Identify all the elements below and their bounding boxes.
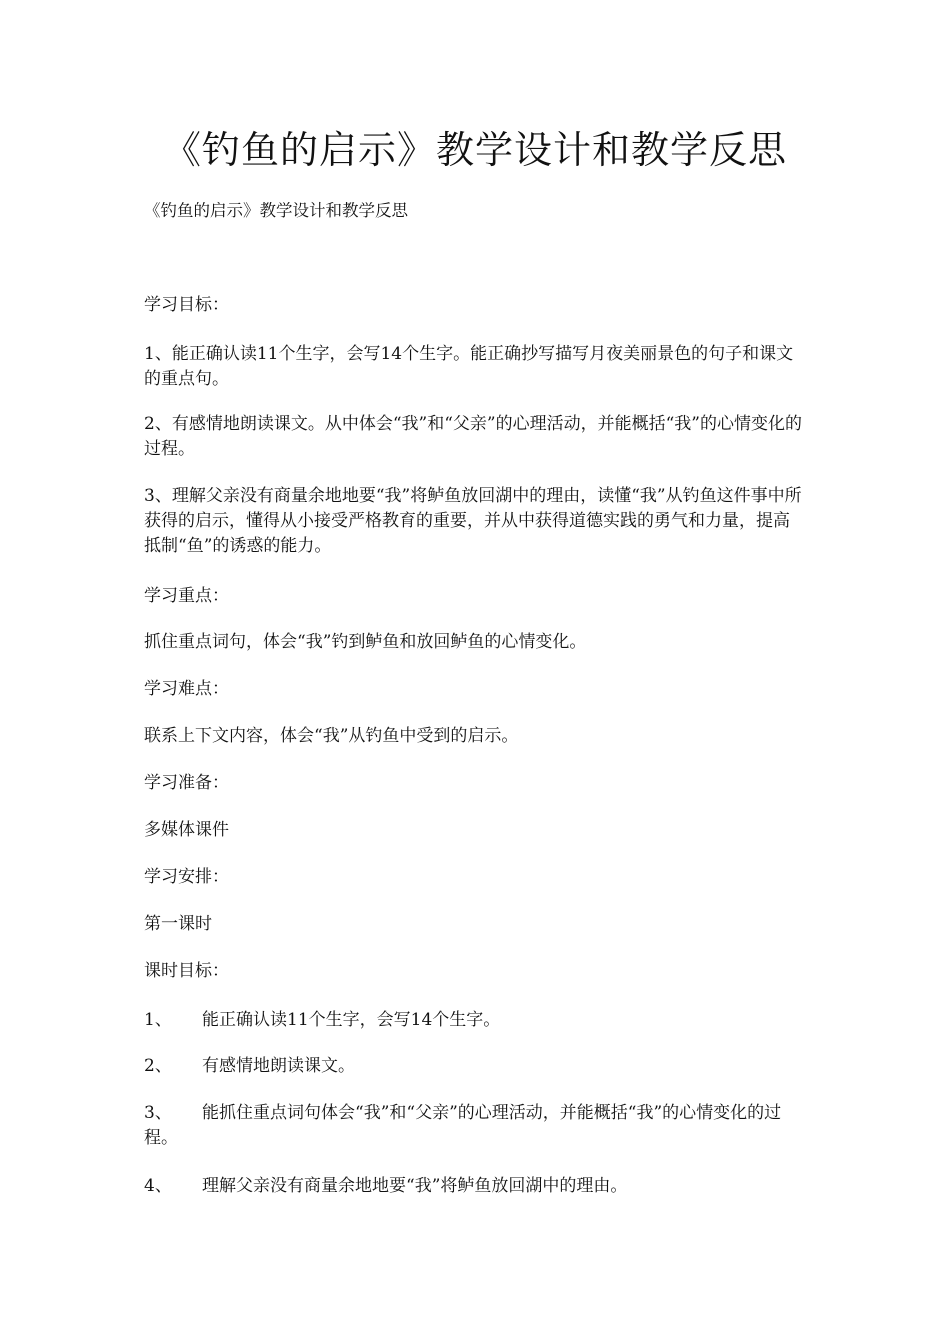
focus-text: 抓住重点词句，体会“我”钓到鲈鱼和放回鲈鱼的心情变化。 xyxy=(144,632,587,652)
lesson-goal-item-3 xyxy=(144,1101,804,1151)
lesson-goal-text: 能正确认读11个生字，会写14个生字。 xyxy=(202,1010,501,1030)
lesson-goal-item-1 xyxy=(144,1008,804,1033)
lesson-goal-number: 4、 xyxy=(144,1176,172,1196)
prep-text: 多媒体课件 xyxy=(144,820,229,840)
lesson-goal-number: 3、 xyxy=(144,1103,172,1123)
lesson-goal-number: 1、 xyxy=(144,1010,172,1030)
lesson-goal-text: 理解父亲没有商量余地地要“我”将鲈鱼放回湖中的理由。 xyxy=(202,1176,628,1196)
document-subtitle: 《钓鱼的启示》教学设计和教学反思 xyxy=(144,201,408,220)
goal-item-1: 1、能正确认读11个生字，会写14个生字。能正确抄写描写月夜美丽景色的句子和课文的重点句。 xyxy=(144,344,794,389)
difficulty-heading: 学习难点： xyxy=(144,679,229,699)
prep-heading: 学习准备： xyxy=(144,773,229,793)
lesson-goal-item-4 xyxy=(144,1174,804,1199)
lesson-goals-heading: 课时目标： xyxy=(144,961,229,981)
difficulty-text: 联系上下文内容，体会“我”从钓鱼中受到的启示。 xyxy=(144,726,519,746)
lesson-goal-item-2 xyxy=(144,1054,804,1079)
goal-item-2: 2、有感情地朗读课文。从中体会“我”和“父亲”的心理活动，并能概括“我”的心情变化的过程。 xyxy=(144,414,802,459)
schedule-heading: 学习安排： xyxy=(144,867,229,887)
lesson-label: 第一课时 xyxy=(144,914,212,934)
lesson-goal-number: 2、 xyxy=(144,1056,172,1076)
document-title: 《钓鱼的启示》教学设计和教学反思 xyxy=(162,128,787,172)
focus-heading: 学习重点： xyxy=(144,586,229,606)
goals-heading: 学习目标： xyxy=(144,295,229,315)
lesson-goal-text: 有感情地朗读课文。 xyxy=(202,1056,355,1076)
goal-item-3: 3、理解父亲没有商量余地地要“我”将鲈鱼放回湖中的理由，读懂“我”从钓鱼这件事中所获得的启示，懂得从小接受严格教育的重要，并从中获得道德实践的勇气和力量，提高抵制“鱼”的诱惑的能力。 xyxy=(144,486,802,556)
lesson-goal-text: 能抓住重点词句体会“我”和“父亲”的心理活动，并能概括“我”的心情变化的过程。 xyxy=(144,1103,782,1148)
